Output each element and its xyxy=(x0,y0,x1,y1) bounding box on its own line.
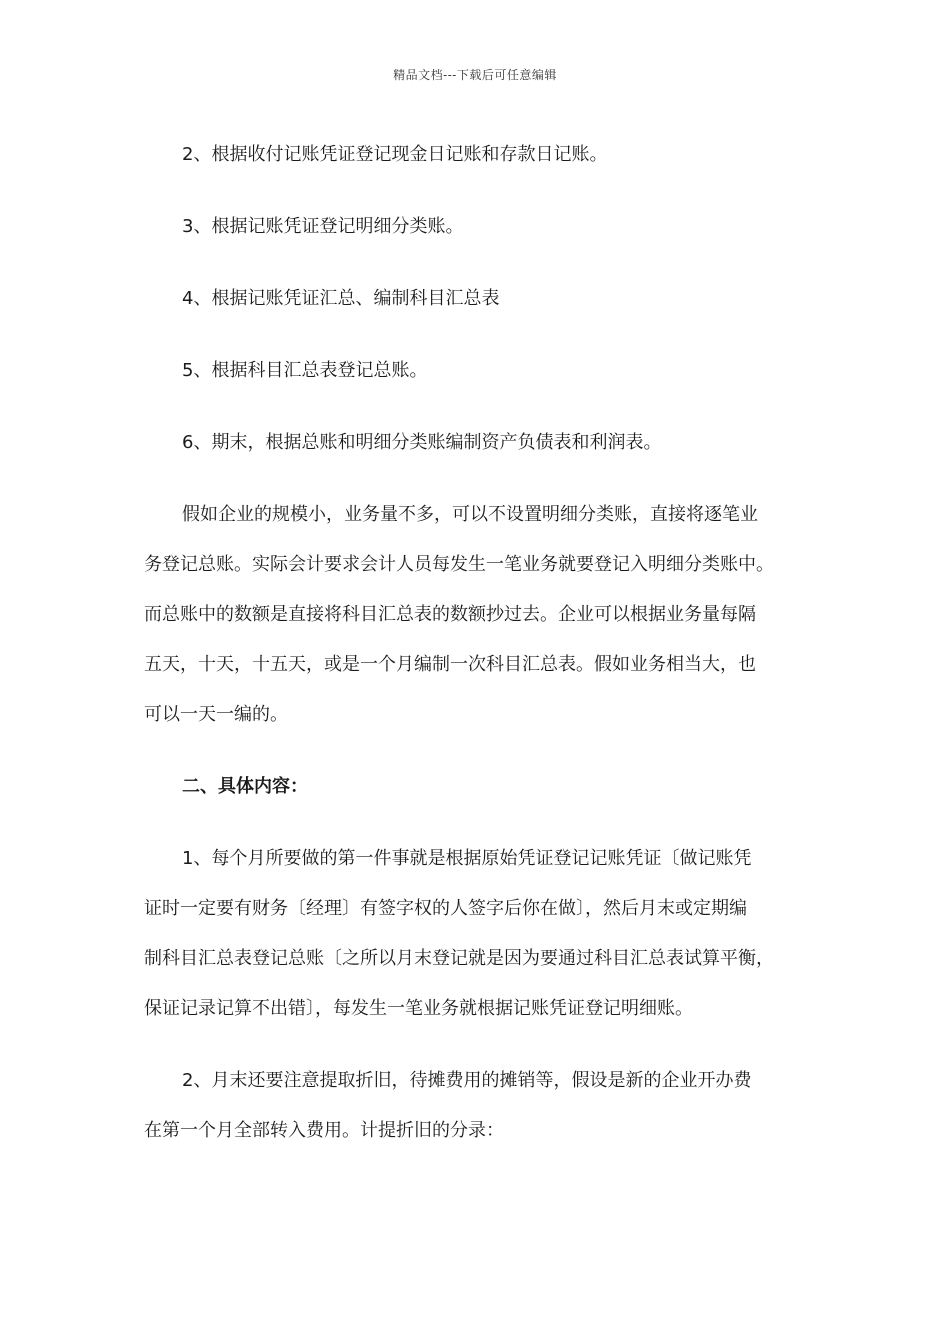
paragraph-line: 而总账中的数额是直接将科目汇总表的数额抄过去。企业可以根据业务量每隔 xyxy=(144,604,756,625)
step-item: 4、根据记账凭证汇总、编制科目汇总表 xyxy=(182,288,500,309)
paragraph-line: 保证记录记算不出错〕，每发生一笔业务就根据记账凭证登记明细账。 xyxy=(144,998,693,1019)
step-item: 2、根据收付记账凭证登记现金日记账和存款日记账。 xyxy=(182,144,608,165)
paragraph-line: 1、每个月所要做的第一件事就是根据原始凭证登记记账凭证〔做记账凭 xyxy=(182,848,752,869)
paragraph-line: 制科目汇总表登记总账〔之所以月末登记就是因为要通过科目汇总表试算平衡， xyxy=(144,948,774,969)
paragraph-line: 假如企业的规模小，业务量不多，可以不设置明细分类账，直接将逐笔业 xyxy=(182,504,758,525)
section-title: 二、具体内容： xyxy=(182,776,308,797)
paragraph-line: 在第一个月全部转入费用。计提折旧的分录： xyxy=(144,1120,504,1141)
paragraph-line: 2、月末还要注意提取折旧，待摊费用的摊销等，假设是新的企业开办费 xyxy=(182,1070,752,1091)
paragraph-line: 可以一天一编的。 xyxy=(144,704,288,725)
paragraph-line: 五天，十天，十五天，或是一个月编制一次科目汇总表。假如业务相当大，也 xyxy=(144,654,756,675)
paragraph-line: 证时一定要有财务〔经理〕有签字权的人签字后你在做〕，然后月末或定期编 xyxy=(144,898,747,919)
step-item: 3、根据记账凭证登记明细分类账。 xyxy=(182,216,464,237)
step-item: 5、根据科目汇总表登记总账。 xyxy=(182,360,428,381)
page-header: 精品文档---下载后可任意编辑 xyxy=(393,68,557,82)
paragraph-line: 务登记总账。实际会计要求会计人员每发生一笔业务就要登记入明细分类账中。 xyxy=(144,554,774,575)
step-item: 6、期末，根据总账和明细分类账编制资产负债表和利润表。 xyxy=(182,432,662,453)
